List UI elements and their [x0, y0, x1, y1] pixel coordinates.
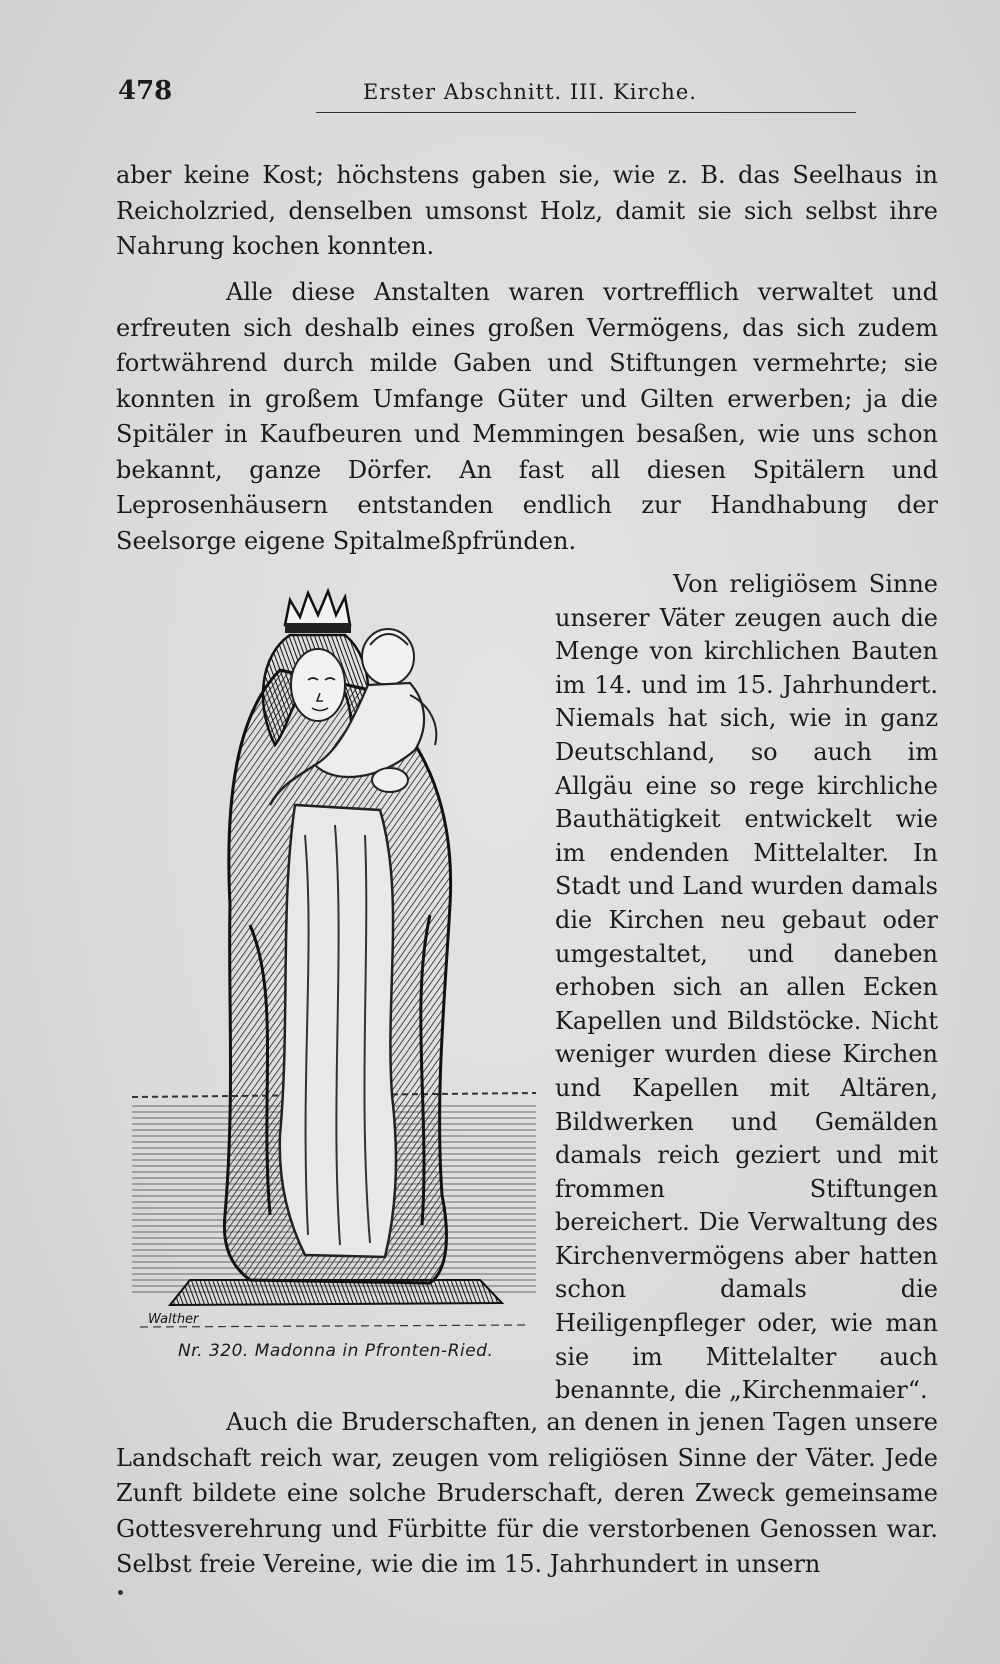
page-number: 478 — [118, 76, 173, 106]
madonna-engraving — [130, 575, 540, 1335]
running-head: Erster Abschnitt. III. Kirche. — [363, 80, 697, 104]
paragraph-4-text: Auch die Bruderschaften, an denen in jenen Tagen unsere Landschaft reich war, zeugen vom religiösen Sinne der Väter. Jede Zunft bildete eine solche Bruderschaft, deren Zweck gemeinsame Gottesverehrung und Fürbitte für die verstorbenen Genossen war. Selbst freie Vereine, wie die im 15. Jahrhundert in unsern — [116, 1408, 938, 1578]
figure-caption: Nr. 320. Madonna in Pfronten-Ried. — [178, 1341, 494, 1361]
madonna-illustration — [130, 575, 540, 1335]
paragraph-3-text: Von religiösem Sinne unserer Väter zeugen auch die Menge von kirchlichen Bauten im 14. und im 15. Jahrhundert. Niemals hat sich, wie in ganz Deutschland, so auch im Allgäu eine so rege kirchliche Bauthätigkeit entwickelt wie im endenden Mittelalter. In Stadt und Land wurden damals die Kirchen neu gebaut oder umgestaltet, und daneben erhoben sich an allen Ecken Kapellen und Bildstöcke. Nicht weniger wurden diese Kirchen und Kapellen mit Altären, Bildwerken und Gemälden damals reich geziert und mit frommen Stiftungen bereichert. Die Verwaltung des Kirchenvermögens aber hatten schon damals die Heiligenpfleger oder, wie man sie im Mittelalter auch benannte, die „Kirchenmaier“. — [555, 570, 938, 1405]
paragraph-2 — [116, 275, 938, 559]
paragraph-4 — [116, 1405, 938, 1583]
page-header — [118, 72, 938, 112]
paragraph-3 — [555, 568, 938, 1408]
engraver-signature: Walther — [148, 1312, 199, 1327]
header-rule — [316, 112, 856, 113]
paragraph-1 — [116, 158, 938, 265]
paragraph-2-text: Alle diese Anstalten waren vortrefflich verwaltet und erfreuten sich deshalb eines großen Vermögens, das sich zudem fortwährend durch milde Gaben und Stiftungen vermehrte; sie konnten in großem Umfange Güter und Gilten erwerben; ja die Spitäler in Kaufbeuren und Memmingen besaßen, wie uns schon bekannt, ganze Dörfer. An fast all diesen Spitälern und Leprosenhäusern entstanden endlich zur Handhabung der Seelsorge eigene Spitalmeßpfründen. — [116, 278, 938, 555]
paragraph-1-text: aber keine Kost; höchstens gaben sie, wie z. B. das Seelhaus in Reicholzried, denselben umsonst Holz, damit sie sich selbst ihre Nahrung kochen konnten. — [116, 161, 938, 260]
ink-speck — [118, 1590, 123, 1595]
